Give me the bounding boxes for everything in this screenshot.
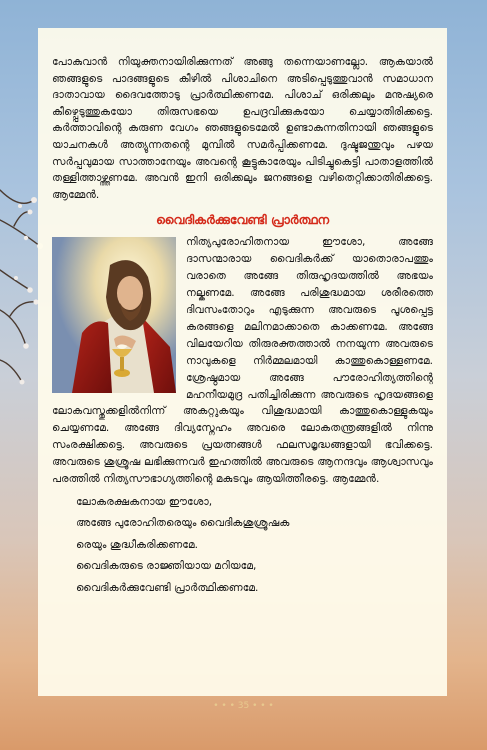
page-number-value: 35 — [237, 701, 250, 711]
intro-paragraph: പോകുവാൻ നിയുക്തനായിരിക്കുന്നത് അങ്ങു തന്നെയാണല്ലോ. ആകയാൽ ഞങ്ങളുടെ പാദങ്ങളുടെ കീഴിൽ പിശാചിനെ അടിപ്പെടുത്തുവാൻ സമാധാന ദാതാവായ ദൈവത്തോടു പ്രാർത്ഥിക്കണമേ. പിശാച് ഒരിക്കലും മനുഷ്യരെ കീഴ്പ്പെടുത്തുകയോ തിരുസഭയെ ഉപദ്രവിക്കുകയോ ചെയ്യാതിരിക്കട്ടെ. കർത്താവിന്റെ കരുണ വേഗം ഞങ്ങളുടെമേൽ ഉണ്ടാകുന്നതിനായി ഞങ്ങളുടെ യാചനകൾ അത്യുന്നതന്റെ മുമ്പിൽ സമർപ്പിക്കണമേ. ദുഷ്ടജന്തുവും പഴയ സർപ്പവുമായ സാത്താനേയും അവന്റെ കൂട്ടുകാരേയും പിടിച്ചുകെട്ടി പാതാളത്തിൽ തള്ളിത്താഴ്ത്തണമേ. അവൻ ഇനി ഒരിക്കലും ജനങ്ങളെ വഴിതെറ്റിക്കാതിരിക്കട്ടെ. ആമ്മേൻ. — [52, 56, 433, 201]
closing-line: രെയും ശുദ്ധീകരിക്കണമേ. — [76, 538, 198, 551]
section-title: വൈദികർക്കുവേണ്ടി പ്രാർത്ഥന — [156, 212, 329, 228]
page-number-dots: • • • — [213, 701, 238, 711]
page-panel — [38, 28, 447, 696]
closing-line: വൈദികർക്കുവേണ്ടി പ്രാർത്ഥിക്കണമേ. — [76, 581, 259, 594]
closing-line: വൈദികരുടെ രാജ്ഞിയായ മറിയമേ, — [76, 560, 257, 573]
closing-invocations — [76, 492, 433, 600]
closing-line: അങ്ങേ പുരോഹിതരെയും വൈദികശുശ്രൂഷക — [76, 517, 290, 530]
closing-line: ലോകരക്ഷകനായ ഈശോ, — [76, 495, 213, 508]
priests-prayer-text: നിത്യപുരോഹിതനായ ഈശോ, അങ്ങേ ദാസന്മാരായ വൈദികർക്ക് യാതൊരാപത്തും വരാതെ അങ്ങേ തിരുഹൃദയത്തിൽ അഭയം നല്കണമേ. അങ്ങേ പരിശുദ്ധമായ ശരീരത്തെ ദിവസംതോറും എടുക്കുന്ന അവരുടെ പൂശപ്പെട്ട കരങ്ങളെ മലിനമാക്കാതെ കാക്കണമേ. അങ്ങേ വിലയേറിയ തിരുരക്തത്താൽ നനയുന്ന അവരുടെ നാവുകളെ നിർമ്മലമായി കാത്തുകൊള്ളണമേ. ശ്രേഷ്ഠമായ അങ്ങേ പൗരോഹിത്യത്തിന്റെ മഹനീയമുദ്ര പതിച്ചിരിക്കുന്ന അവരുടെ ഹൃദയങ്ങളെ ലോകവസ്തുക്കളിൽനിന്ന് അകറ്റുകയും വിശുദ്ധമായി കാത്തുകൊള്ളുകയും ചെയ്യണമേ. അങ്ങേ ദിവ്യസ്നേഹം അവരെ ലോകതന്ത്രങ്ങളിൽ നിന്നു സംരക്ഷിക്കട്ടെ. അവരുടെ പ്രയത്നങ്ങൾ ഫലസമൃദ്ധങ്ങളായി ഭവിക്കട്ടെ. അവരുടെ ശുശ്രൂഷ ലഭിക്കുന്നവർ ഇഹത്തിൽ അവരുടെ ആനന്ദവും ആശ്വാസവും പരത്തിൽ നിത്യസൗഭാഗ്യത്തിന്റെ മകുടവും ആയിത്തീരട്ടെ. ആമ്മേൻ. — [52, 236, 433, 486]
page-number-dots: • • • — [249, 701, 274, 711]
page-number — [0, 701, 487, 711]
jesus-eucharist-image — [52, 237, 176, 393]
